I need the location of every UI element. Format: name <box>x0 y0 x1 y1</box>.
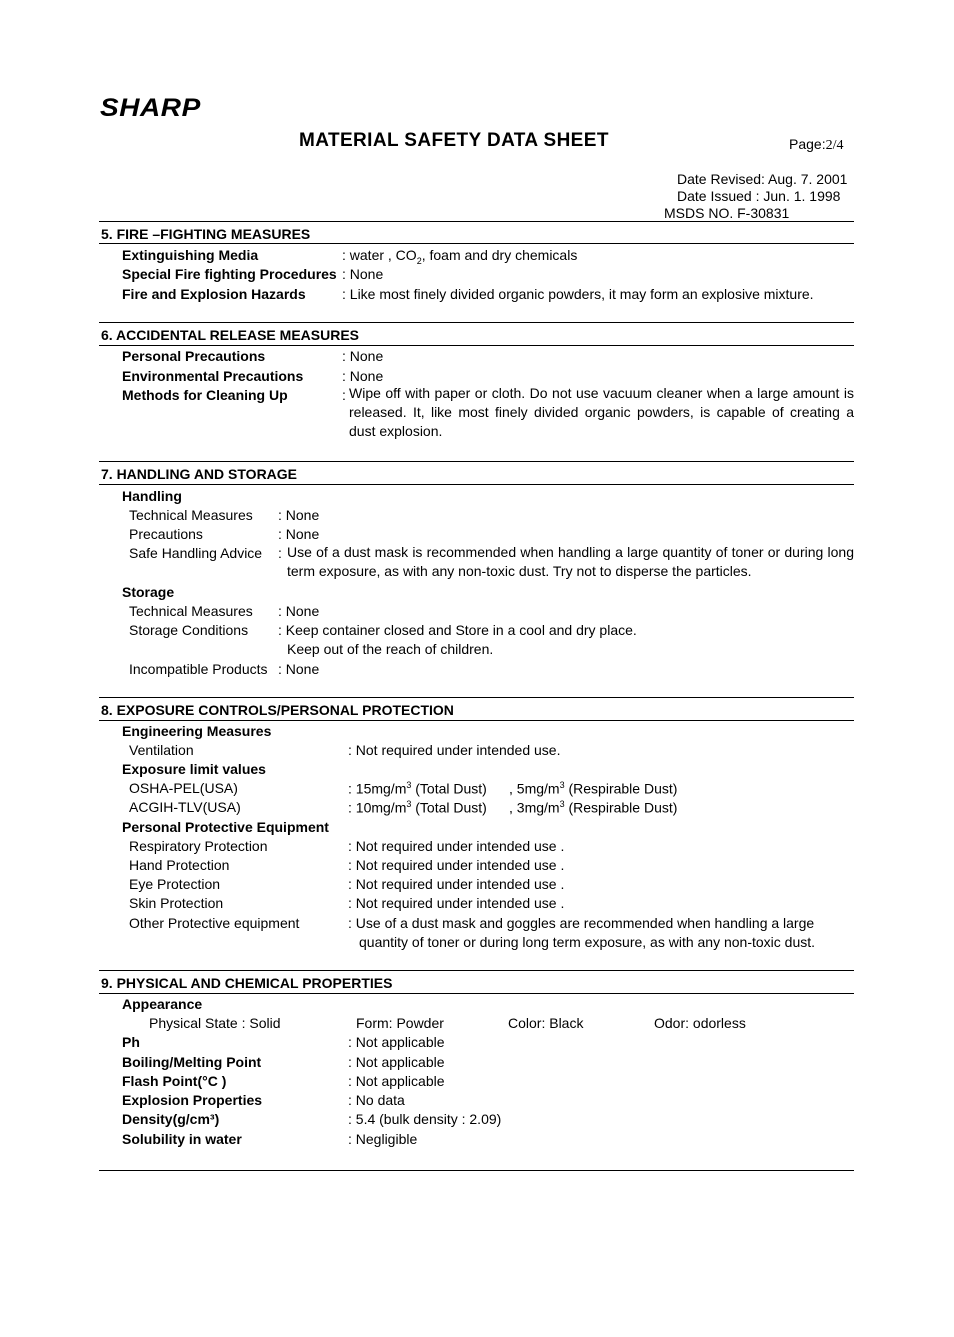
environmental-precautions-label: Environmental Precautions <box>122 368 304 384</box>
storage-conditions-label: Storage Conditions <box>129 622 249 638</box>
section-divider <box>99 345 854 346</box>
environmental-precautions-value: : None <box>342 368 384 384</box>
safe-handling-value: Use of a dust mask is recommended when handling a large quantity of toner or during long term exposure, as with any non-toxic dust. Try not to disperse the particles. <box>287 544 854 580</box>
date-revised: Date Revised: Aug. 7. 2001 <box>677 171 848 187</box>
osha-value-4: (Respirable Dust) <box>568 780 678 797</box>
storage-technical-label: Technical Measures <box>129 603 253 619</box>
section-divider <box>99 484 854 485</box>
section-divider <box>99 461 854 462</box>
section-divider <box>99 697 854 698</box>
technical-measures-label: Technical Measures <box>129 507 253 523</box>
page-number <box>789 136 843 154</box>
extinguishing-post: , foam and dry chemicals <box>421 247 578 263</box>
safe-handling-label: Safe Handling Advice <box>129 545 263 561</box>
osha-value-3: , 5mg/m <box>509 780 560 797</box>
section-divider <box>99 970 854 971</box>
storage-heading: Storage <box>122 584 175 600</box>
section-divider <box>99 221 854 222</box>
special-procedures-label: Special Fire fighting Procedures <box>122 266 337 282</box>
acgih-tlv-value-respirable <box>509 799 677 816</box>
exposure-limits-heading: Exposure limit values <box>122 761 266 777</box>
handling-heading: Handling <box>122 488 182 504</box>
page-label: Page: <box>789 136 826 152</box>
cleaning-methods-value: Wipe off with paper or cloth. Do not use vacuum cleaner when a large amount is released. It, like most finely divided organic powders, is capable of creating a dust explosion. <box>349 385 854 440</box>
flash-point-label: Flash Point(°C ) <box>122 1073 227 1089</box>
page-value: 2/4 <box>825 138 844 153</box>
explosion-properties-value: : No data <box>348 1092 405 1108</box>
storage-conditions-value: : Keep container closed and Store in a cool and dry place. <box>278 622 637 638</box>
eye-protection-label: Eye Protection <box>129 876 221 892</box>
section-8-title: 8. EXPOSURE CONTROLS/PERSONAL PROTECTION <box>101 702 454 718</box>
osha-pel-value <box>348 780 487 797</box>
osha-pel-label: OSHA-PEL(USA) <box>129 780 238 796</box>
section-divider <box>99 1170 854 1171</box>
storage-conditions-value-2: Keep out of the reach of children. <box>287 641 494 657</box>
eye-protection-value: : Not required under intended use . <box>348 876 565 892</box>
ventilation-value: : Not required under intended use. <box>348 742 561 758</box>
section-5-title: 5. FIRE –FIGHTING MEASURES <box>101 226 311 242</box>
explosion-properties-label: Explosion Properties <box>122 1092 263 1108</box>
color: Color: Black <box>508 1015 584 1031</box>
section-6-title: 6. ACCIDENTAL RELEASE MEASURES <box>101 327 359 343</box>
section-divider <box>99 720 854 721</box>
superscript-3: 3 <box>406 780 412 790</box>
solubility-label: Solubility in water <box>122 1131 242 1147</box>
extinguishing-pre: : water , CO <box>342 247 417 263</box>
other-protective-label: Other Protective equipment <box>129 915 300 931</box>
safe-handling-colon: : <box>278 545 282 561</box>
msds-number: MSDS NO. F-30831 <box>664 205 790 221</box>
cleaning-methods-label: Methods for Cleaning Up <box>122 387 288 403</box>
hand-protection-label: Hand Protection <box>129 857 230 873</box>
odor: Odor: odorless <box>654 1015 746 1031</box>
respiratory-protection-value: : Not required under intended use . <box>348 838 565 854</box>
section-divider <box>99 993 854 994</box>
physical-state: Physical State : Solid <box>149 1015 281 1031</box>
special-procedures-value: : None <box>342 266 384 282</box>
acgih-value-4: (Respirable Dust) <box>568 799 678 816</box>
skin-protection-label: Skin Protection <box>129 895 224 911</box>
ph-label: Ph <box>122 1034 140 1050</box>
osha-pel-value-respirable <box>509 780 677 797</box>
acgih-tlv-value <box>348 799 487 816</box>
other-protective-value-2: quantity of toner or during long term exposure, as with any non-toxic dust. <box>359 934 816 950</box>
extinguishing-media-label: Extinguishing Media <box>122 247 259 263</box>
ph-value: : Not applicable <box>348 1034 445 1050</box>
extinguishing-media-value <box>342 247 577 266</box>
ventilation-label: Ventilation <box>129 742 194 758</box>
section-7-title: 7. HANDLING AND STORAGE <box>101 466 298 482</box>
osha-value-2: (Total Dust) <box>415 780 487 797</box>
hand-protection-value: : Not required under intended use . <box>348 857 565 873</box>
form: Form: Powder <box>356 1015 444 1031</box>
acgih-value-1: : 10mg/m <box>348 799 407 816</box>
cleaning-methods-colon: : <box>342 387 346 403</box>
document-title: MATERIAL SAFETY DATA SHEET <box>299 130 609 151</box>
acgih-tlv-label: ACGIH-TLV(USA) <box>129 799 241 815</box>
precautions-value: : None <box>278 526 320 542</box>
density-label: Density(g/cm³) <box>122 1111 220 1127</box>
sharp-logo: SHARP <box>100 94 201 122</box>
skin-protection-value: : Not required under intended use . <box>348 895 565 911</box>
co2-subscript: 2 <box>416 255 422 266</box>
superscript-3: 3 <box>559 780 565 790</box>
engineering-measures-heading: Engineering Measures <box>122 723 272 739</box>
section-divider <box>99 322 854 323</box>
hazards-label: Fire and Explosion Hazards <box>122 286 306 302</box>
boiling-point-value: : Not applicable <box>348 1054 445 1070</box>
ppe-heading: Personal Protective Equipment <box>122 819 329 835</box>
boiling-point-label: Boiling/Melting Point <box>122 1054 262 1070</box>
precautions-label: Precautions <box>129 526 203 542</box>
personal-precautions-value: : None <box>342 348 384 364</box>
hazards-value: : Like most finely divided organic powders, it may form an explosive mixture. <box>342 286 814 302</box>
flash-point-value: : Not applicable <box>348 1073 445 1089</box>
superscript-3: 3 <box>406 799 412 809</box>
incompatible-products-label: Incompatible Products <box>129 661 268 677</box>
date-issued: Date Issued : Jun. 1. 1998 <box>677 188 841 204</box>
respiratory-protection-label: Respiratory Protection <box>129 838 268 854</box>
section-divider <box>99 243 854 244</box>
personal-precautions-label: Personal Precautions <box>122 348 266 364</box>
osha-value-1: : 15mg/m <box>348 780 407 797</box>
density-value: : 5.4 (bulk density : 2.09) <box>348 1111 502 1127</box>
solubility-value: : Negligible <box>348 1131 418 1147</box>
incompatible-products-value: : None <box>278 661 320 677</box>
storage-technical-value: : None <box>278 603 320 619</box>
acgih-value-2: (Total Dust) <box>415 799 487 816</box>
appearance-heading: Appearance <box>122 996 203 1012</box>
other-protective-value: : Use of a dust mask and goggles are recommended when handling a large <box>348 915 815 931</box>
acgih-value-3: , 3mg/m <box>509 799 560 816</box>
section-9-title: 9. PHYSICAL AND CHEMICAL PROPERTIES <box>101 975 393 991</box>
superscript-3: 3 <box>559 799 565 809</box>
technical-measures-value: : None <box>278 507 320 523</box>
